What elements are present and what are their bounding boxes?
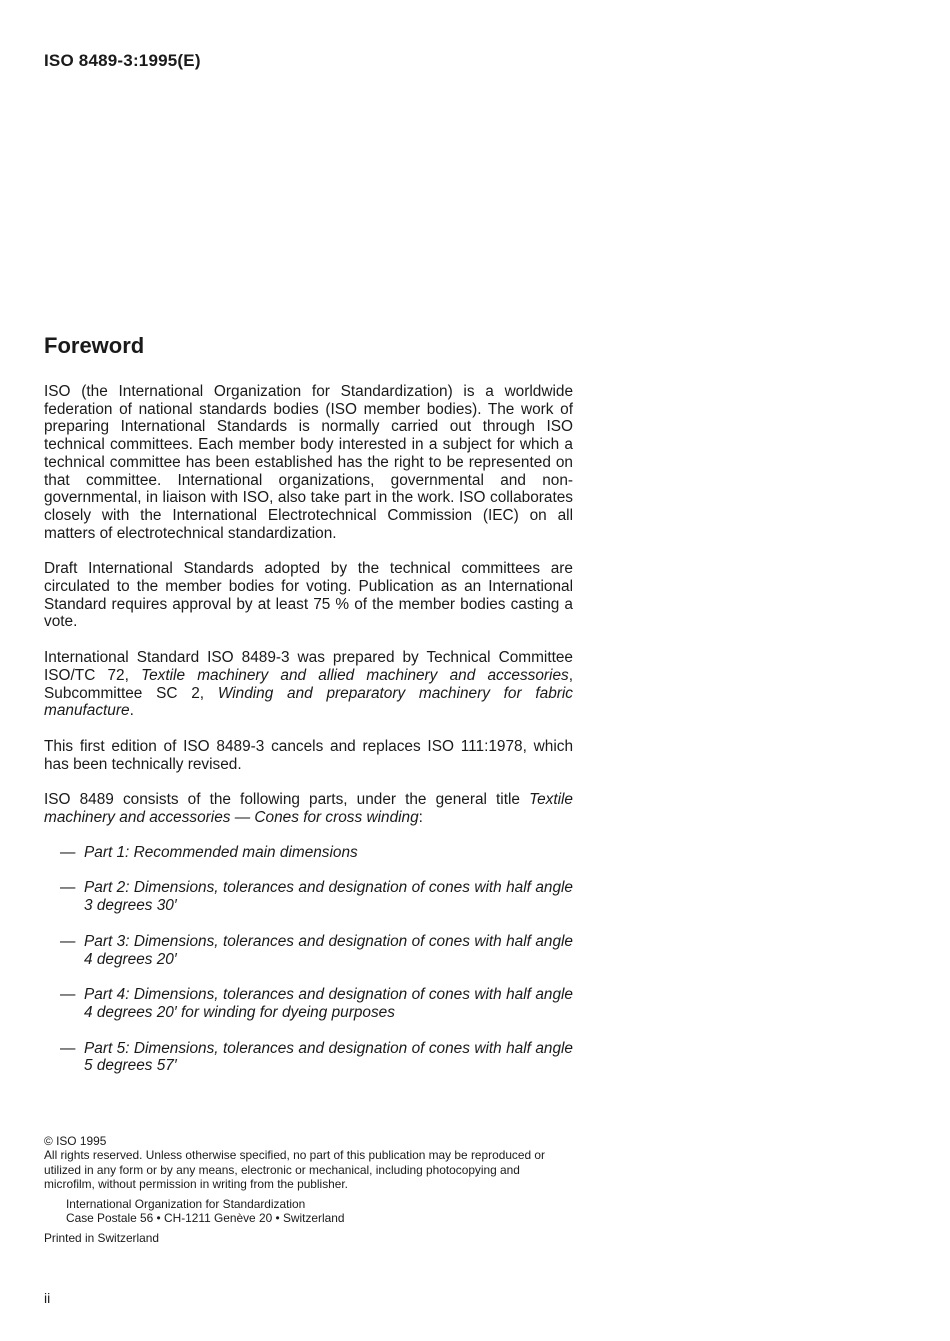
part-5-text: Part 5: Dimensions, tolerances and designation of cones with half angle 5 degrees 57′: [84, 1039, 573, 1075]
paragraph-prepared-by: [44, 649, 573, 720]
paragraph-voting: Draft International Standards adopted by the technical committees are circulated to the member bodies for voting. Publication as an International Standard requires approval by at least 75 % of the member bodies casting a vote.: [44, 560, 573, 631]
list-item: [44, 844, 573, 862]
parts-list: [44, 844, 573, 1075]
part-2-text: Part 2: Dimensions, tolerances and designation of cones with half angle 3 degrees 30′: [84, 879, 573, 915]
dash-bullet: —: [60, 843, 76, 861]
part-1-text: Part 1: Recommended main dimensions: [84, 843, 358, 861]
page-number: ii: [44, 1290, 51, 1306]
prepared-by-text-1: International Standard ISO 8489-3 was prepared by Technical Committee ISO/TC 72,: [44, 649, 573, 684]
parts-intro-text-1: ISO 8489 consists of the following parts, under the general title: [44, 791, 530, 809]
paragraph-iso-intro: ISO (the International Organization for Standardization) is a worldwide federation of national standards bodies (ISO member bodies). The work of preparing International Standards is normally carried out through ISO technical committees. Each member body interested in a subject for which a technical committee has been established has the right to be represented on that committee. International organizations, governmental and non-governmental, in liaison with ISO, also take part in the work. ISO collaborates closely with the International Electrotechnical Commission (IEC) on all matters of electrotechnical standardization.: [44, 383, 573, 542]
postal-address: Case Postale 56 • CH-1211 Genève 20 • Switzerland: [66, 1211, 345, 1226]
copyright-block: [44, 1134, 573, 1245]
list-item: [44, 986, 573, 1021]
prepared-by-text-3: .: [129, 702, 134, 720]
part-4-text: Part 4: Dimensions, tolerances and designation of cones with half angle 4 degrees 20′ for winding for dyeing purposes: [84, 986, 573, 1021]
list-item: [44, 933, 573, 968]
copyright-line: © ISO 1995: [44, 1134, 107, 1148]
foreword-body: [44, 383, 573, 1093]
general-title: Textile machinery and accessories — Cones for cross winding: [44, 791, 573, 827]
prepared-by-text-2: , Subcommittee SC 2,: [44, 666, 573, 702]
part-3-text: Part 3: Dimensions, tolerances and designation of cones with half angle 4 degrees 20′: [84, 932, 573, 968]
organization-name: International Organization for Standardization: [66, 1197, 306, 1212]
paragraph-edition: This first edition of ISO 8489-3 cancels and replaces ISO 111:1978, which has been technically revised.: [44, 737, 573, 773]
publisher-address: [44, 1197, 573, 1226]
committee-title: Textile machinery and allied machinery and accessories: [141, 666, 569, 684]
dash-bullet: —: [60, 879, 76, 897]
dash-bullet: —: [60, 932, 76, 950]
printed-in: Printed in Switzerland: [44, 1230, 159, 1245]
paragraph-parts-intro: [44, 791, 573, 826]
parts-intro-text-2: :: [418, 809, 423, 827]
dash-bullet: —: [60, 1039, 76, 1057]
dash-bullet: —: [60, 986, 76, 1004]
list-item: [44, 879, 573, 914]
document-id: ISO 8489-3:1995(E): [44, 51, 201, 70]
subcommittee-title: Winding and preparatory machinery for fabric manufacture: [44, 684, 573, 720]
foreword-heading: Foreword: [44, 333, 145, 358]
list-item: [44, 1040, 573, 1075]
rights-notice: All rights reserved. Unless otherwise specified, no part of this publication may be reproduced or utilized in any form or by any means, electronic or mechanical, including photocopying and microfilm, without permission in writing from the publisher.: [44, 1148, 545, 1191]
